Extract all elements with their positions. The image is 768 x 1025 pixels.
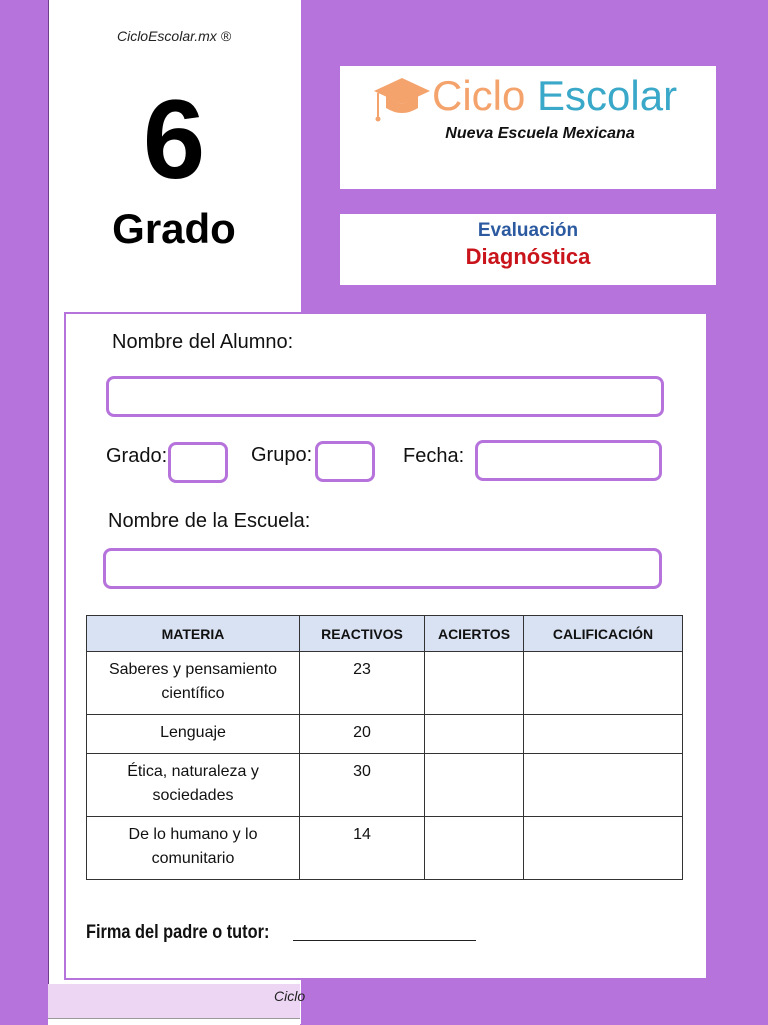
- school-name-input[interactable]: [103, 548, 662, 589]
- cell-reactivos: 30: [300, 754, 425, 817]
- logo-text: [432, 72, 678, 119]
- cell-calificacion[interactable]: [524, 754, 683, 817]
- cell-aciertos[interactable]: [425, 754, 524, 817]
- logo-word-ciclo: Ciclo: [432, 72, 526, 119]
- cell-materia: Ética, naturaleza y sociedades: [87, 754, 300, 817]
- signature-line[interactable]: [293, 940, 476, 941]
- header-aciertos: ACIERTOS: [425, 616, 524, 652]
- logo-subtitle: Nueva Escuela Mexicana: [445, 125, 635, 142]
- school-name-label: Nombre de la Escuela:: [108, 510, 311, 532]
- cell-materia: De lo humano y lo comunitario: [87, 817, 300, 880]
- cell-calificacion[interactable]: [524, 715, 683, 754]
- cell-reactivos: 23: [300, 652, 425, 715]
- table-row: [87, 715, 683, 754]
- header-reactivos: REACTIVOS: [300, 616, 425, 652]
- cell-calificacion[interactable]: [524, 652, 683, 715]
- table-row: [87, 817, 683, 880]
- cell-aciertos[interactable]: [425, 652, 524, 715]
- group-input[interactable]: [315, 441, 375, 482]
- student-name-label: Nombre del Alumno:: [112, 331, 294, 353]
- table-row: [87, 652, 683, 715]
- date-label: Fecha:: [403, 445, 465, 467]
- grades-table: [86, 615, 683, 880]
- signature-label: Firma del padre o tutor:: [86, 922, 270, 943]
- site-label: CicloEscolar.mx ®: [116, 28, 232, 44]
- student-name-input[interactable]: [106, 376, 664, 417]
- cell-aciertos[interactable]: [425, 817, 524, 880]
- group-label: Grupo:: [251, 444, 313, 466]
- cell-materia: Lenguaje: [87, 715, 300, 754]
- footer-text: Ciclo: [274, 988, 306, 1004]
- logo-word-escolar: Escolar: [537, 72, 678, 119]
- grade-word: Grado: [112, 205, 236, 252]
- cell-aciertos[interactable]: [425, 715, 524, 754]
- cell-reactivos: 20: [300, 715, 425, 754]
- grade-input[interactable]: [168, 442, 228, 483]
- evaluation-subtitle: Diagnóstica: [465, 244, 591, 269]
- footer-strip: [48, 984, 306, 1018]
- table-row: [87, 754, 683, 817]
- grade-label: Grado:: [106, 445, 168, 467]
- header-materia: MATERIA: [87, 616, 300, 652]
- footer-edge: [48, 1018, 300, 1025]
- date-input[interactable]: [475, 440, 662, 481]
- cell-materia: Saberes y pensamiento científico: [87, 652, 300, 715]
- grade-number: 6: [142, 77, 206, 202]
- cell-calificacion[interactable]: [524, 817, 683, 880]
- cell-reactivos: 14: [300, 817, 425, 880]
- graduation-cap-icon: [372, 74, 432, 124]
- header-calificacion: CALIFICACIÓN: [524, 616, 683, 652]
- table-header-row: [87, 616, 683, 652]
- evaluation-title: Evaluación: [477, 220, 579, 241]
